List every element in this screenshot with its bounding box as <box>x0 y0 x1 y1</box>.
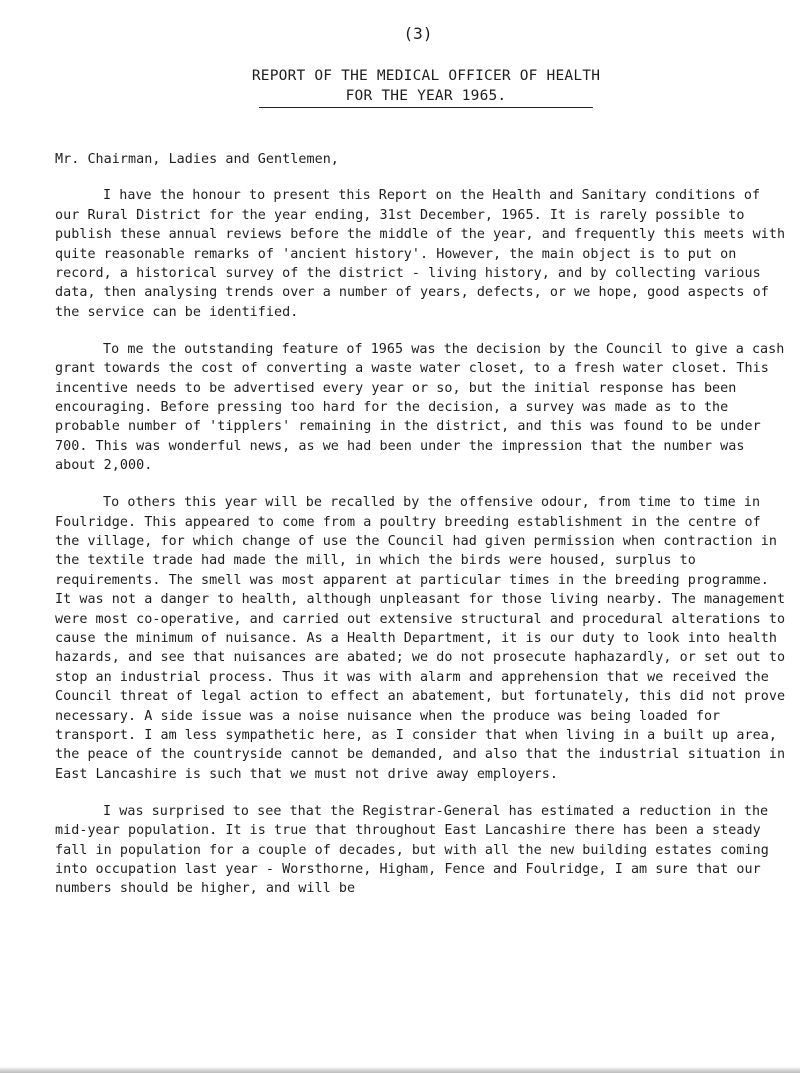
report-year: FOR THE YEAR 1965. <box>259 86 593 108</box>
report-heading <box>26 66 800 108</box>
report-title: REPORT OF THE MEDICAL OFFICER OF HEALTH <box>251 68 601 84</box>
paragraph-foulridge-odour: To others this year will be recalled by the offensive odour, from time to time in Foulridge. This appeared to come from a poultry breeding establishment in the centre of the village, for which change of use the Council had given permission when contraction in the textile trade had made the mill, in which the birds were housed, surplus to requirements. The smell was most apparent at particular times in the breeding programme. It was not a danger to health, although unpleasant for those living nearby. The management were most co-operative, and carried out extensive structural and procedural alterations to cause the minimum of nuisance. As a Health Department, it is our duty to look into health hazards, and see that nuisances are abated; we do not prosecute haphazardly, or set out to stop an industrial process. Thus it was with alarm and apprehension that we received the Council threat of legal action to effect an abatement, but fortunately, this did not prove necessary. A side issue was a noise nuisance when the produce was being loaded for transport. I am less sympathetic here, as I consider that when living in a built up area, the peace of the countryside cannot be demanded, and also that the industrial situation in East Lancashire is such that we must not drive away employers. <box>55 495 786 782</box>
paragraph-closet-grant: To me the outstanding feature of 1965 was the decision by the Council to give a cash grant towards the cost of converting a waste water closet, to a fresh water closet. This incentive needs to be advertised every year or so, but the initial response has been encouraging. Before pressing too hard for the decision, a survey was made as to the probable number of 'tipplers' remaining in the district, and this was found to be under 700. This was wonderful news, as we had been under the impression that the number was about 2,000. <box>55 341 785 474</box>
salutation: Mr. Chairman, Ladies and Gentlemen, <box>55 152 339 167</box>
paragraph-population: I was surprised to see that the Registrar-General has estimated a reduction in the mid-year population. It is true that throughout East Lancashire there has been a steady fall in population for a couple of decades, but with all the new building estates coming into occupation last year - Worsthorne, Higham, Fence and Foulridge, I am sure that our numbers should be higher, and will be <box>55 803 769 897</box>
page-bottom-edge <box>0 1067 800 1073</box>
page-number: (3) <box>403 24 433 43</box>
report-body <box>55 150 790 916</box>
paragraph-introduction: I have the honour to present this Report on the Health and Sanitary conditions of our Rural District for the year ending, 31st December, 1965. It is rarely possible to publish these annual reviews before the middle of the year, and frequently this meets with quite reasonable remarks of 'ancient history'. However, the main object is to put on record, a historical survey of the district - living history, and by collecting various data, then analysing trends over a number of years, defects, or we hope, good aspects of the service can be identified. <box>55 188 786 320</box>
